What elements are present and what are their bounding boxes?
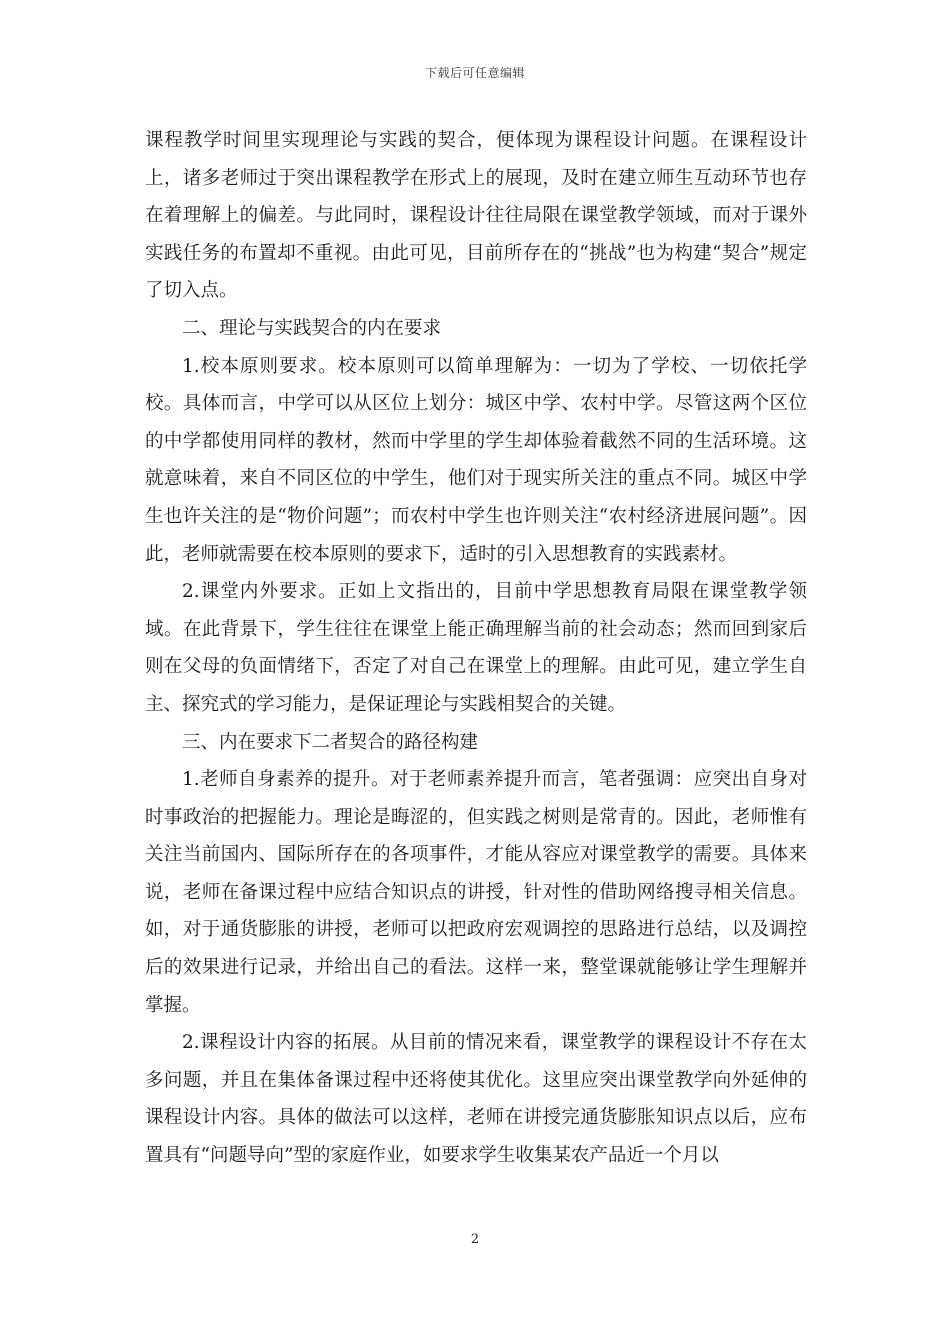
section-heading: 二、理论与实践契合的内在要求 — [182, 317, 442, 339]
section-heading: 三、内在要求下二者契合的路径构建 — [182, 731, 479, 753]
body-paragraph: 1.老师自身素养的提升。对于老师素养提升而言，笔者强调：应突出自身对时事政治的把握能力。理论是晦涩的，但实践之树则是常青的。因此，老师惟有关注当前国内、国际所存在的各项事件，才能从容应对课堂教学的需要。具体来说，老师在备课过程中应结合知识点的讲授，针对性的借助网络搜寻相关信息。如，对于通货膨胀的讲授，老师可以把政府宏观调控的思路进行总结，以及调控后的效果进行记录，并给出自己的看法。这样一来，整堂课就能够让学生理解并掌握。 — [145, 769, 807, 1016]
page-header: 下载后可任意编辑 — [424, 66, 525, 80]
body-paragraph: 1.校本原则要求。校本原则可以简单理解为：一切为了学校、一切依托学校。具体而言，中学可以从区位上划分：城区中学、农村中学。尽管这两个区位的中学都使用同样的教材，然而中学里的学生却体验着截然不同的生活环境。这就意味着，来自不同区位的中学生，他们对于现实所关注的重点不同。城区中学生也许关注的是“物价问题”；而农村中学生也许则关注“农村经济进展问题”。因此，老师就需要在校本原则的要求下，适时的引入思想教育的实践素材。 — [145, 355, 807, 565]
document-body — [145, 122, 807, 1175]
body-paragraph: 课程教学时间里实现理论与实践的契合，便体现为课程设计问题。在课程设计上，诸多老师过于突出课程教学在形式上的展现，及时在建立师生互动环节也存在着理解上的偏差。与此同时，课程设计往往局限在课堂教学领域，而对于课外实践任务的布置却不重视。由此可见，目前所存在的“挑战”也为构建“契合”规定了切入点。 — [145, 130, 807, 302]
body-paragraph: 2.课程设计内容的拓展。从目前的情况来看，课堂教学的课程设计不存在太多问题，并且在集体备课过程中还将使其优化。这里应突出课堂教学向外延伸的课程设计内容。具体的做法可以这样，老师在讲授完通货膨胀知识点以后，应布置具有“问题导向”型的家庭作业，如要求学生收集某农产品近一个月以 — [145, 1032, 807, 1167]
body-paragraph: 2.课堂内外要求。正如上文指出的，目前中学思想教育局限在课堂教学领域。在此背景下，学生往往在课堂上能正确理解当前的社会动态；然而回到家后则在父母的负面情绪下，否定了对自己在课堂上的理解。由此可见，建立学生自主、探究式的学习能力，是保证理论与实践相契合的关键。 — [145, 581, 807, 715]
page-number: 2 — [470, 1232, 480, 1247]
